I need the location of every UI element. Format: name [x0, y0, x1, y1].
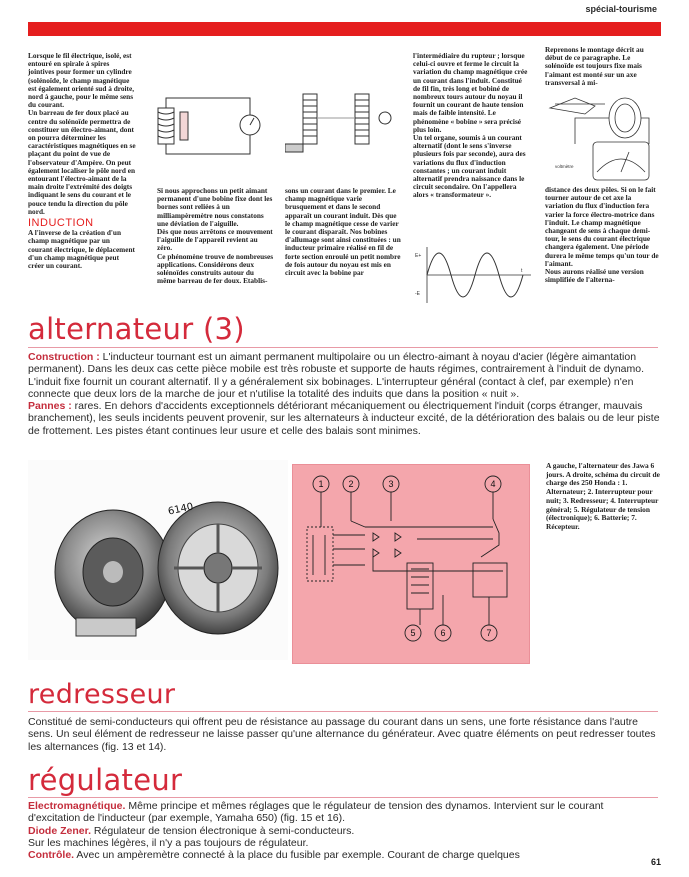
diagram-number-3: 3 [388, 479, 394, 489]
regulateur-body [28, 800, 648, 861]
electromagnetique-lead: Electromagnétique. [28, 800, 126, 812]
alternateur-rule [28, 347, 658, 348]
induction-heading: INDUCTION [28, 217, 94, 230]
regulateur-title: régulateur [28, 763, 183, 797]
redresseur-body [28, 716, 661, 753]
diagram-number-4: 4 [490, 479, 496, 489]
circuit-diagram [293, 465, 529, 663]
redresseur-title: redresseur [28, 679, 176, 710]
diagram-number-2: 2 [348, 479, 354, 489]
zener-text: Régulateur de tension électronique à semi-conducteurs. [91, 824, 355, 837]
alternateur-body [28, 351, 661, 437]
redresseur-paragraph: Constitué de semi-conducteurs qui offrent peu de résistance au passage du courant dans un sens, une forte résistance dans l'autre sens. Un seul élément de redresseur ne laisse passer qu'une alternance du générateur. Avec quatre éléments on peut redresser toutes les alternances (fig. 13 et 14). [28, 716, 656, 753]
controle-lead: Contrôle. [28, 849, 75, 862]
photo-stamp: 6140 [167, 501, 195, 518]
zener-paragraph [28, 825, 648, 837]
diagram-number-1: 1 [318, 479, 324, 489]
axis-e-positive-label: E+ [415, 253, 422, 259]
induit-paragraph: L'induit fixe fournit un courant alternatif. Il y a généralement six bobinages. L'interrupteur général (contact à clef, par exemple) n'en connecte que deux lors de la marche de jour et n'utilise la totalité des induits que dans la position « nuit ». [28, 375, 634, 400]
alternator-photo-drawing [28, 460, 288, 660]
regulateur-rule [28, 797, 658, 798]
c1-paragraph-2: Un barreau de fer doux placé au centre du solénoïde permettra de constituer un électro-aimant, dont on pourra déterminer les caractéristiques magnétiques en se plaçant du point de vue de l'observateur d'Ampère. On peut également localiser le pôle nord en entourant l'électro-aimant de la main droite l'extrémité des doigts indiquant le sens du courant et le pouce tendu la direction du pôle nord. [28, 108, 136, 216]
header-red-band [28, 22, 661, 36]
redresseur-rule [28, 711, 658, 712]
construction-paragraph [28, 351, 661, 376]
construction-lead: Construction : [28, 351, 100, 363]
column-3 [285, 187, 401, 277]
construction-text: L'inducteur tournant est un aimant permanent multipolaire ou un électro-aimant à noyau d'acier (légère aimantation permanent). Dans les deux cas cette pièce mobile est très robuste et supporte de hauts régimes, contrairement à l'induit de dynamo. [28, 351, 644, 376]
coil-milliammeter-figure [150, 90, 270, 160]
electromagnetique-text: Même principe et mêmes réglages que le régulateur de tension des dynamos. Intervient sur le courant d'excitation de l'inducteur (par exemple, Yamaha 650) (fig. 15 et 16). [28, 800, 604, 825]
c3-paragraph-1: sons un courant dans le premier. Le champ magnétique varie brusquement et dans le second apparaît un courant induit. Dès que le champ magnétique cesse de varier le courant disparaît. Nos bobines d'allumage sont ainsi constituées : un inducteur primaire réalisé en fil de forte section enroulé un petit nombre de fois autour du noyau est mis en circuit avec la bobine par [285, 186, 401, 278]
c1-paragraph-1: Lorsque le fil électrique, isolé, est entouré en spirale à spires jointives pour former un cylindre (solénoïde, le champ magnétique est également orienté sud à droite, nord à gauche, pour le même sens du courant. [28, 51, 135, 110]
axis-t-label: t [521, 268, 523, 274]
pannes-lead: Pannes : [28, 400, 72, 413]
electromagnetique-paragraph [28, 800, 648, 825]
column-4 [413, 52, 529, 200]
column-2 [157, 187, 274, 285]
section-header: spécial-tourisme [585, 4, 657, 14]
controle-text: Avec un ampèremètre connecté à la place du fusible par exemple. Courant de charge quelques [74, 849, 520, 862]
voltmetre-label: voltmètre [555, 164, 574, 169]
diagram-number-7: 7 [486, 628, 492, 638]
c5-paragraph-3: Nous aurons réalisé une version simplifiée de l'alterna- [545, 267, 644, 285]
c5-paragraph-1: Reprenons le montage décrit au début de ce paragraphe. Le solénoïde est toujours fixe mais l'aimant est monté sur un axe transversal à mi- [545, 45, 644, 87]
c4-paragraph-2: Un tel organe, soumis à un courant alternatif (dont le sens s'inverse plusieurs fois par seconde), aura des variations du flux d'induction constantes ; un courant induit alternatif prendra naissance dans le circuit secondaire. On l'appellera alors « transformateur ». [413, 133, 526, 200]
sine-wave-graph [413, 245, 533, 305]
diagram-number-6: 6 [440, 628, 446, 638]
alternator-photo [28, 460, 288, 660]
column-5-bottom [545, 186, 660, 284]
c1-paragraph-3: A l'inverse de la création d'un champ magnétique par un courant électrique, le déplacement d'un champ magnétique peut créer un courant. [28, 228, 135, 271]
transformer-figure [285, 88, 395, 158]
zener-lead: Diode Zener. [28, 824, 92, 837]
circuit-diagram-panel [292, 464, 530, 664]
pannes-paragraph [28, 400, 661, 437]
controle-paragraph [28, 849, 648, 861]
c2-paragraph-1: Si nous approchons un petit aimant permanent d'une bobine fixe dont les bornes sont reliées à un milliampèremètre nous constatons une déviation de l'aiguille. [157, 186, 273, 228]
alternateur-title: alternateur (3) [28, 312, 245, 346]
page-number: 61 [650, 857, 661, 867]
axis-e-negative-label: -E [415, 291, 420, 297]
legeres-paragraph: Sur les machines légères, il n'y a pas toujours de régulateur. [28, 836, 309, 849]
c5-paragraph-2: distance des deux pôles. Si on le fait tourner autour de cet axe la variation du flux d'induction fera varier la force électro-motrice dans l'induit. Le champ magnétique changeant de sens à chaque demi-tour, le sens du courant électrique changera également. Une période durera le même temps qu'un tour de l'aimant. [545, 185, 659, 268]
c2-paragraph-2: Dès que nous arrêtons ce mouvement l'aiguille de l'appareil revient au zéro. [157, 227, 273, 253]
figure-caption: A gauche, l'alternateur des Jawa 6 jours. A droite, schéma du circuit de charge des 250 Honda : 1. Alternateur; 2. Interrupteur pour nuit; 3. Redresseur; 4. Interrupteur général; 5. Régulateur de tension (électronique); 6. Batterie; 7. Récepteur. [546, 461, 660, 531]
column-1 [28, 52, 136, 270]
c4-paragraph-1: l'intermédiaire du rupteur ; lorsque celui-ci ouvre et ferme le circuit la variation du champ magnétique crée un courant dans l'induit. Constitué de fil fin, très long et bobiné de nombreux tours autour du noyau il fournit un courant de haute tension mais de faible intensité. Le phénomène « bobine » sera précisé plus loin. [413, 51, 528, 134]
column-5-top [545, 46, 660, 87]
diagram-number-5: 5 [410, 628, 416, 638]
pannes-text: rares. En dehors d'accidents exceptionnels détériorant mécaniquement ou électriquement l'induit (corps étranger, mauvais branchement), les seuls incidents peuvent provenir, sur les alternateurs à inducteur excité, de la détérioration des balais ou de leur piste de frottement. Les pistes étant continues leur usure et celle des balais sont minimes. [28, 400, 660, 437]
rotating-magnet-figure [545, 84, 660, 184]
c2-paragraph-3: Ce phénomène trouve de nombreuses applications. Considérons deux solénoïdes construits autour du même barreau de fer doux. Etablis- [157, 251, 274, 286]
